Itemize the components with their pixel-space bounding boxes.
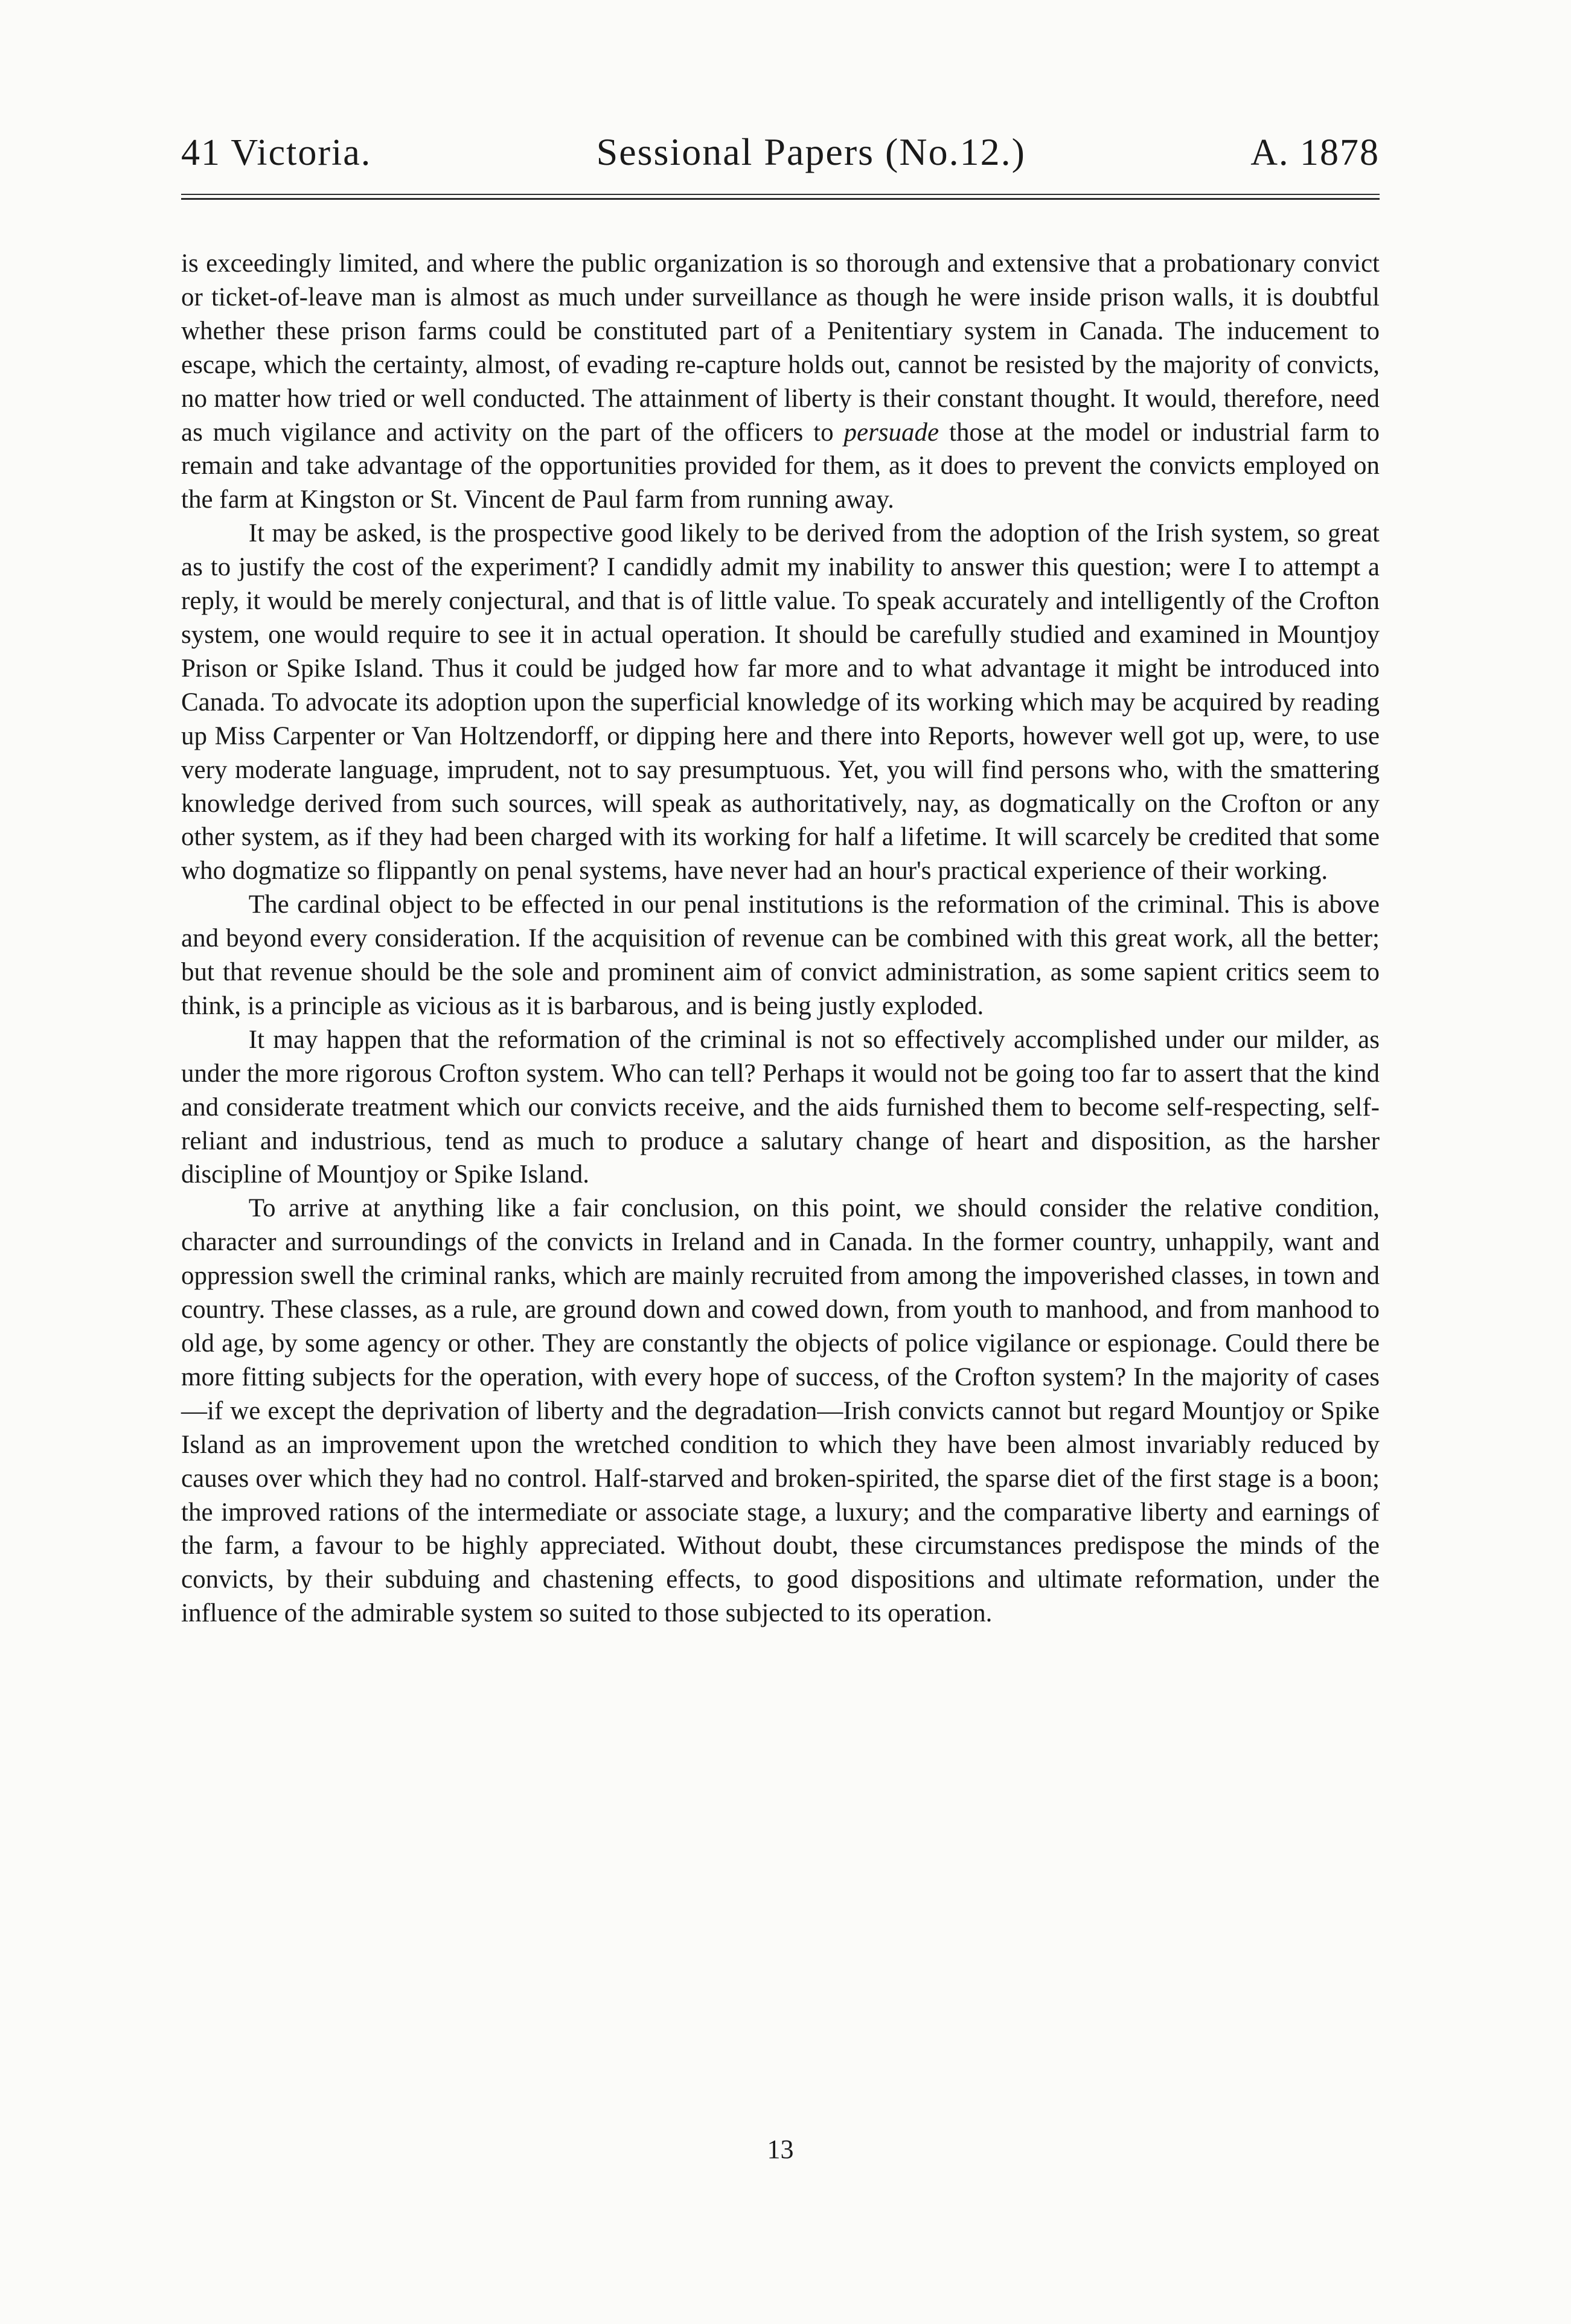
header-title: Sessional Papers (No.12.) <box>596 130 1026 173</box>
paragraph-2: It may be asked, is the prospective good likely to be derived from the adoption of the Irish system, so great as to justify the cost of the experiment? I candidly admit my inability to answer this question; were I to attempt a reply, it would be merely conjectural, and that is of little value. To speak accurately and intelligently of the Crofton system, one would require to see it in actual operation. It should be carefully studied and examined in Mountjoy Prison or Spike Island. Thus it could be judged how far more and to what advantage it might be introduced into Canada. To advocate its adoption upon the superficial knowledge of its working which may be acquired by reading up Miss Carpenter or Van Holtzendorff, or dipping here and there into Reports, however well got up, were, to use very moderate language, imprudent, not to say presumptuous. Yet, you will find persons who, with the smattering knowledge derived from such sources, will speak as authoritatively, nay, as dogmatically on the Crofton or any other system, as if they had been charged with its working for half a lifetime. It will scarcely be credited that some who dogmatize so flippantly on penal systems, have never had an hour's practical experience of their working. <box>181 519 1380 886</box>
header-volume: 41 Victoria. <box>181 132 372 173</box>
body-text <box>181 247 1380 1630</box>
page-number: 13 <box>767 2134 794 2164</box>
document-page <box>181 130 1380 2279</box>
running-header <box>181 130 1380 185</box>
header-rule-top <box>181 194 1380 195</box>
paragraph-1-text: is exceedingly limited, and where the public organization is so thorough and extensive that a probationary convict or ticket-of-leave man is almost as much under surveillance as though he were inside prison walls, it is doubtful whether these prison farms could be constituted part of a Penitentiary system in Canada. The inducement to escape, which the certainty, almost, of evading re-capture holds out, cannot be resisted by the majority of convicts, no matter how tried or well conducted. The attainment of liberty is their constant thought. It would, therefore, need as much vigilance and activity on the part of the officers to <box>181 249 1380 447</box>
paragraph-1 <box>181 247 1380 517</box>
header-rule <box>181 194 1380 200</box>
paragraph-4: It may happen that the reformation of the criminal is not so effectively accomplished under our milder, as under the more rigorous Crofton system. Who can tell? Perhaps it would not be going too far to assert that the kind and considerate treatment which our convicts receive, and the aids furnished them to become self-respecting, self-reliant and industrious, tend as much to produce a salutary change of heart and disposition, as the harsher discipline of Mountjoy or Spike Island. <box>181 1025 1380 1189</box>
header-year: A. 1878 <box>1250 132 1380 173</box>
paragraph-1-text-after: those at the model or industrial farm to remain and take advantage of the opportunities provided for them, as it does to prevent the convicts employed on the farm at Kingston or St. Vincent de Paul farm from running away. <box>181 418 1380 514</box>
paragraph-1-emphasis: persuade <box>843 418 939 447</box>
paragraph-5: To arrive at anything like a fair conclusion, on this point, we should consider the relative condition, character and surroundings of the convicts in Ireland and in Canada. In the former country, unhappily, want and oppression swell the criminal ranks, which are mainly recruited from among the impoverished classes, in town and country. These classes, as a rule, are ground down and cowed down, from youth to manhood, and from manhood to old age, by some agency or other. They are constantly the objects of police vigilance or espionage. Could there be more fitting subjects for the operation, with every hope of success, of the Crofton system? In the majority of cases—if we except the deprivation of liberty and the degradation—Irish convicts cannot but regard Mountjoy or Spike Island as an improvement upon the wretched condition to which they have been almost invariably reduced by causes over which they had no control. Half-starved and broken-spirited, the sparse diet of the first stage is a boon; the improved rations of the intermediate or associate stage, a luxury; and the comparative liberty and earnings of the farm, a favour to be highly appreciated. Without doubt, these circumstances predispose the minds of the convicts, by their subduing and chastening effects, to good dispositions and ultimate reformation, under the influence of the admirable system so suited to those subjected to its operation. <box>181 1194 1380 1628</box>
paragraph-3: The cardinal object to be effected in our penal institutions is the reformation of the criminal. This is above and beyond every consideration. If the acquisition of revenue can be combined with this great work, all the better; but that revenue should be the sole and prominent aim of convict administration, as some sapient critics seem to think, is a principle as vicious as it is barbarous, and is being justly exploded. <box>181 890 1380 1020</box>
header-rule-bottom <box>181 198 1380 200</box>
